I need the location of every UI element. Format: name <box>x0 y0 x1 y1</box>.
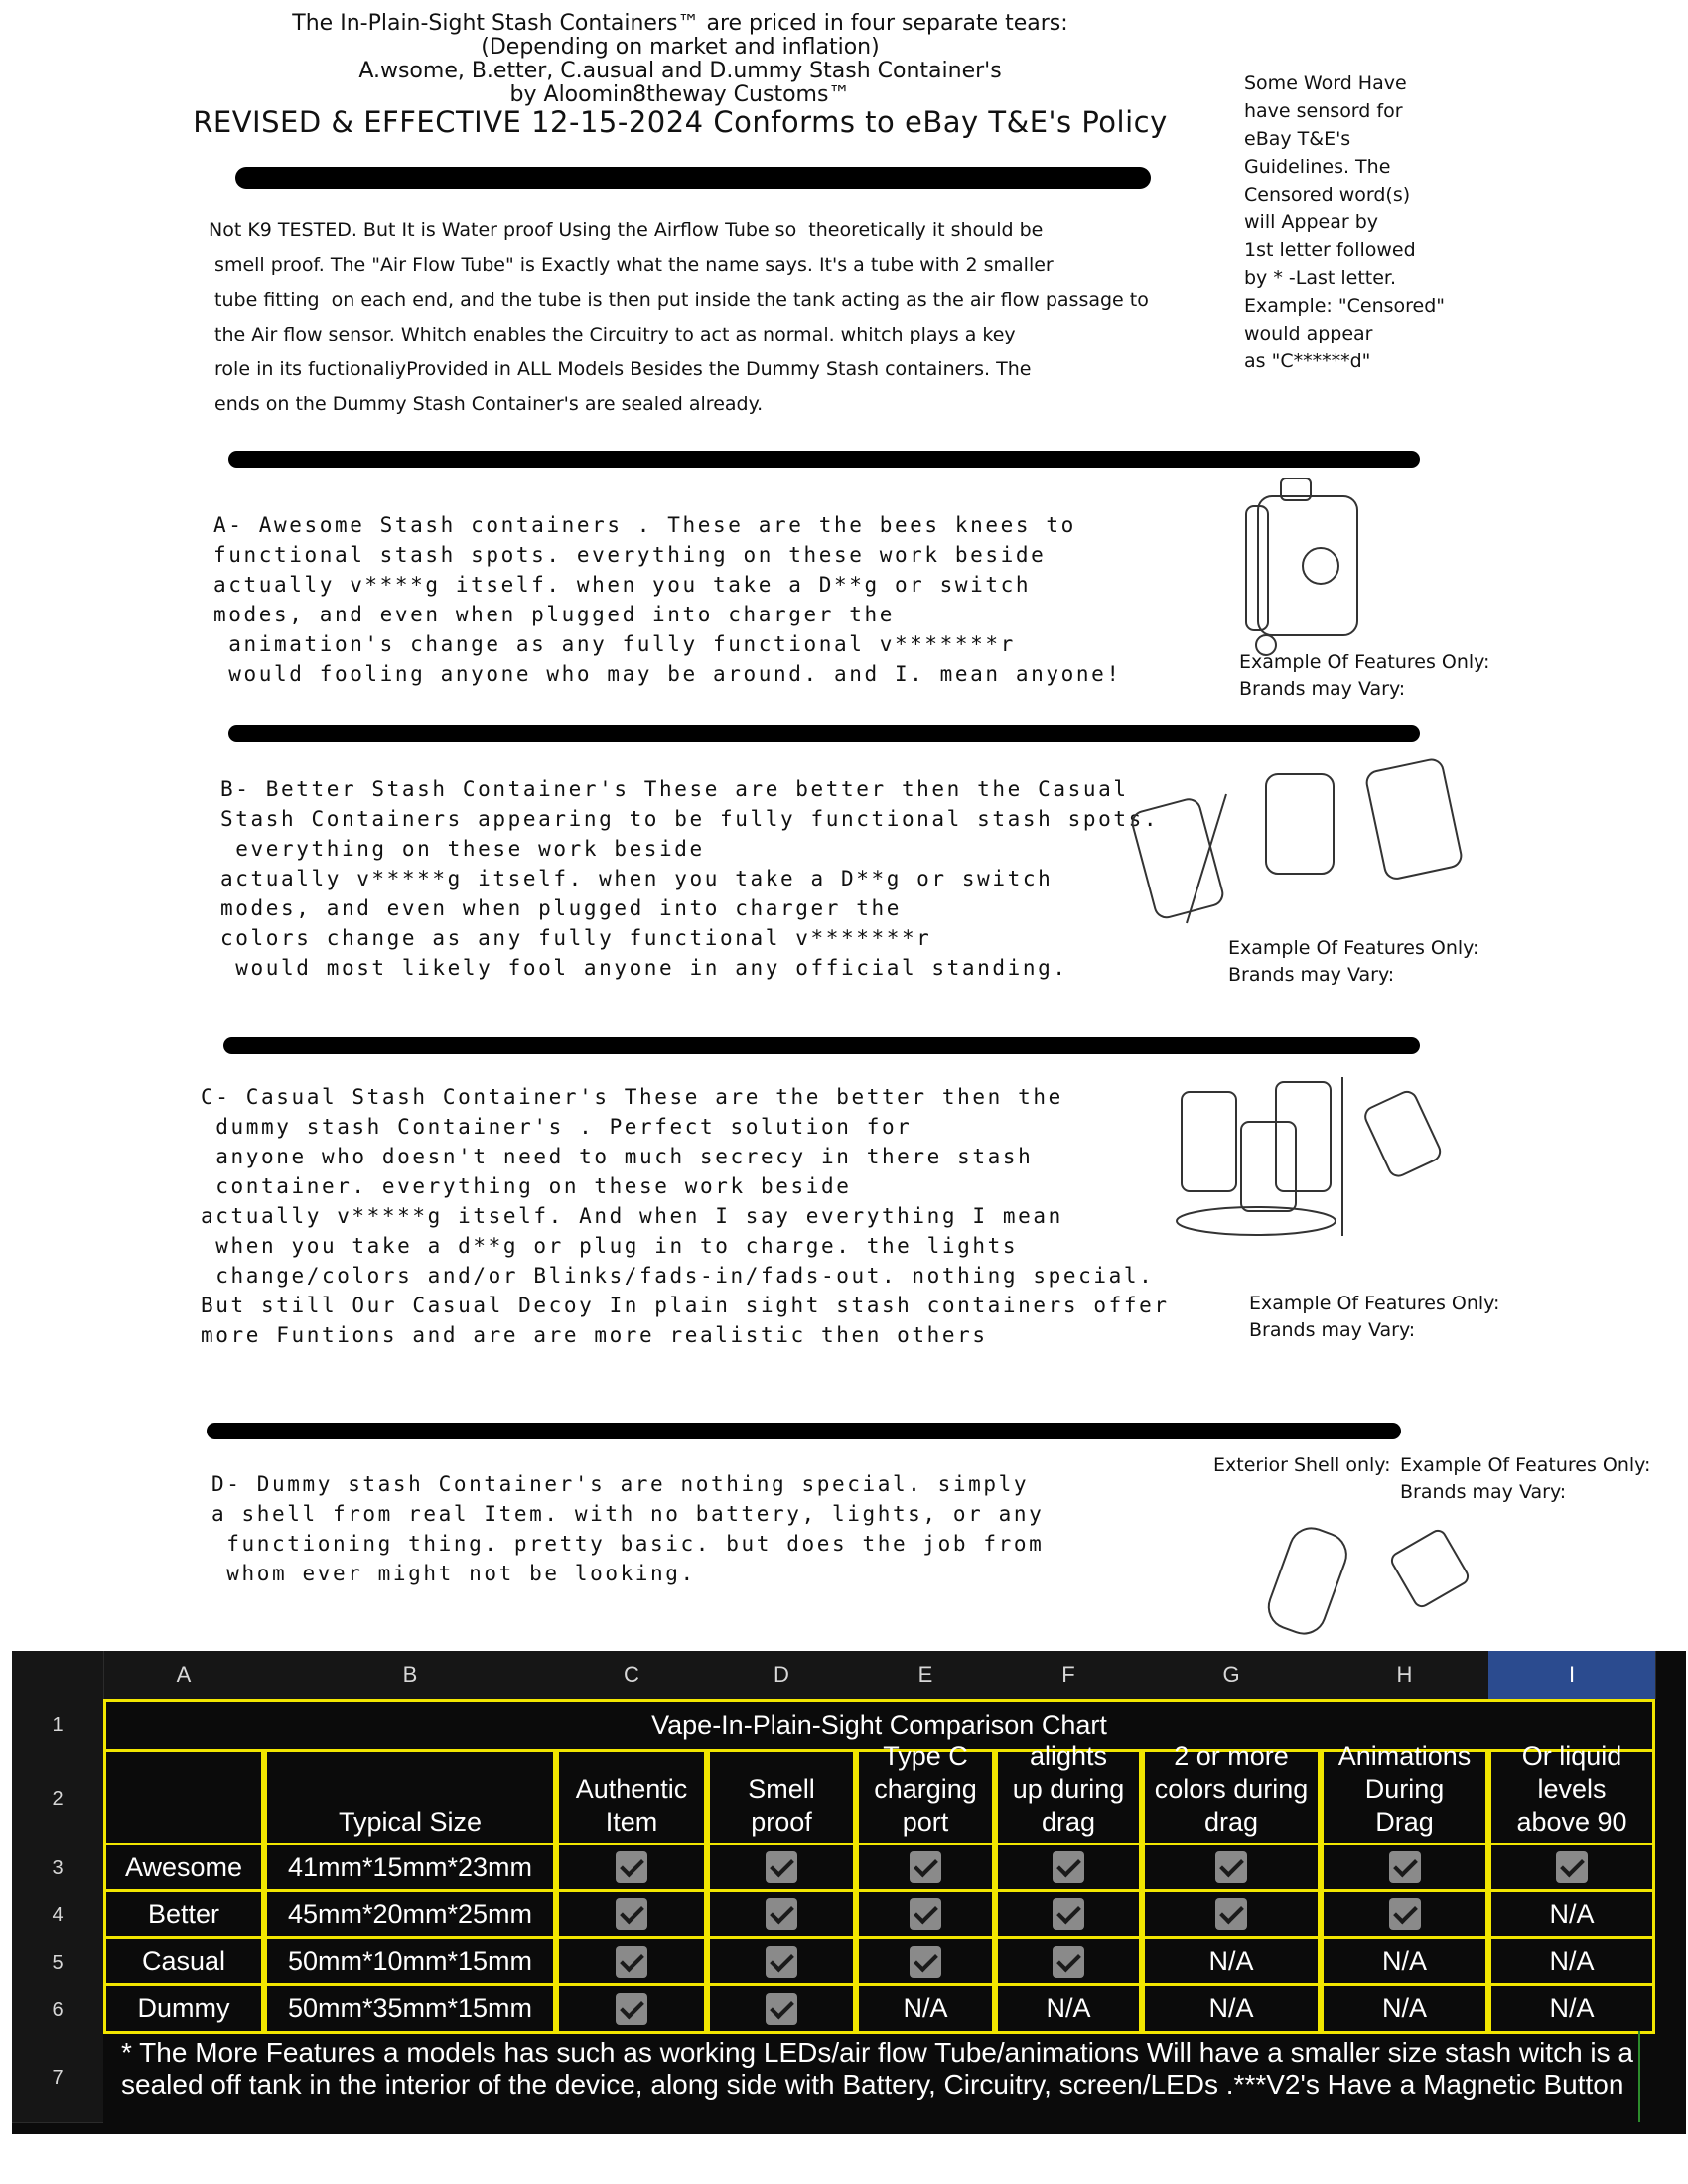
checkbox-checked-icon[interactable] <box>1053 1898 1084 1930</box>
checkbox-checked-icon[interactable] <box>616 1993 647 2025</box>
column-header-i[interactable]: I <box>1488 1651 1656 1699</box>
tier-d-description: D- Dummy stash Container's are nothing special. simply a shell from real Item. with no battery, lights, or any functioning thing. pretty basic. but does the job from whom ever might not be looking. <box>211 1472 1045 1585</box>
feature-cell[interactable] <box>856 1936 995 1986</box>
chart-title[interactable]: Vape-In-Plain-Sight Comparison Chart <box>103 1699 1655 1752</box>
row-header-6[interactable]: 6 <box>12 1986 103 2035</box>
caption-b: Example Of Features Only: Brands may Vary: <box>1228 937 1479 986</box>
header-cell-b[interactable]: Typical Size <box>264 1749 556 1845</box>
caption-a: Example Of Features Only: Brands may Vary: <box>1239 651 1490 700</box>
column-header-a[interactable]: A <box>103 1651 265 1699</box>
censor-note: Some Word Have have sensord for eBay T&E's Guidelines. The Censored word(s) will Appear by 1st letter followed by * -Last letter. Example: "Censored" would appear as "C******d" <box>1244 72 1446 372</box>
feature-cell[interactable] <box>707 1889 856 1939</box>
tier-c-description: C- Casual Stash Container's These are the better then the dummy stash Container's . Perfect solution for anyone who doesn't need to much secrecy in there stash container. everything on these work beside actually v*****g itself. And when I say everything I mean when you take a d**g or plug in to charge. the lights change/colors and/or Blinks/fads-in/fads-out. nothing special. But still Our Casual Decoy In plain sight stash containers offer more Funtions and are are more realistic then others <box>201 1085 1170 1347</box>
header-cell-d[interactable]: Smell proof <box>707 1749 856 1845</box>
intro-paragraph: Not K9 TESTED. But It is Water proof Using the Airflow Tube so theoretically it should be smell proof. The "Air Flow Tube" is Exactly what the name says. It's a tube with 2 smaller tube fitting on each end, and the tube is then put inside the tank acting as the air flow passage to the Air flow sensor. Whitch enables the Circuitry to act as normal. whitch plays a key role in its fuctionaliyProvided in ALL Models Besides the Dummy Stash containers. The ends on the Dummy Stash Container's are sealed already. <box>209 219 1149 415</box>
feature-cell[interactable]: N/A <box>856 1983 995 2034</box>
feature-cell[interactable]: N/A <box>1321 1936 1488 1986</box>
divider-bar-1 <box>235 167 1151 189</box>
checkbox-checked-icon[interactable] <box>910 1851 941 1883</box>
checkbox-checked-icon[interactable] <box>1215 1851 1247 1883</box>
tier-name-cell[interactable]: Awesome <box>103 1843 264 1892</box>
header-cell-i[interactable]: Or liquid levels above 90 <box>1488 1749 1655 1845</box>
feature-cell[interactable] <box>856 1889 995 1939</box>
row-header-3[interactable]: 3 <box>12 1845 103 1893</box>
feature-cell[interactable] <box>856 1843 995 1892</box>
sheet-corner[interactable] <box>12 1651 104 1699</box>
checkbox-checked-icon[interactable] <box>1389 1898 1421 1930</box>
feature-cell[interactable] <box>707 1983 856 2034</box>
divider-bar-5 <box>207 1423 1401 1439</box>
header-cell-f[interactable]: alights up during drag <box>995 1749 1142 1845</box>
checkbox-checked-icon[interactable] <box>766 1851 797 1883</box>
column-header-h[interactable]: H <box>1321 1651 1489 1699</box>
feature-cell[interactable] <box>1488 1843 1655 1892</box>
checkbox-checked-icon[interactable] <box>910 1898 941 1930</box>
caption-d-exterior: Exterior Shell only: <box>1213 1454 1391 1476</box>
divider-bar-2 <box>228 451 1420 468</box>
vape-device-sketch-b <box>1137 754 1479 938</box>
tier-name-cell[interactable]: Casual <box>103 1936 264 1986</box>
tier-name-cell[interactable]: Better <box>103 1889 264 1939</box>
feature-cell[interactable]: N/A <box>1142 1936 1321 1986</box>
checkbox-checked-icon[interactable] <box>766 1946 797 1978</box>
checkbox-checked-icon[interactable] <box>910 1946 941 1978</box>
checkbox-checked-icon[interactable] <box>766 1898 797 1930</box>
size-cell[interactable]: 50mm*35mm*15mm <box>264 1983 556 2034</box>
feature-cell[interactable] <box>556 1936 707 1986</box>
feature-cell[interactable] <box>995 1889 1142 1939</box>
feature-cell[interactable]: N/A <box>1321 1983 1488 2034</box>
header-cell-g[interactable]: 2 or more colors during drag <box>1142 1749 1321 1845</box>
header-cell-e[interactable]: Type C charging port <box>856 1749 995 1845</box>
feature-cell[interactable]: N/A <box>995 1983 1142 2034</box>
row-header-5[interactable]: 5 <box>12 1939 103 1987</box>
column-header-b[interactable]: B <box>264 1651 557 1699</box>
footnote-cell[interactable]: * The More Features a models has such as working LEDs/air flow Tube/animations Will have a smaller size stash witch is a sealed off tank in the interior of the device, along side with Battery, Circuitry, screen/LEDs .***V2's Have a Magnetic Button <box>91 2031 1640 2122</box>
feature-cell[interactable] <box>1321 1889 1488 1939</box>
header-cell-h[interactable]: Animations During Drag <box>1321 1749 1488 1845</box>
tier-name-cell[interactable]: Dummy <box>103 1983 264 2034</box>
caption-c: Example Of Features Only: Brands may Vary: <box>1249 1293 1500 1341</box>
row-header-7[interactable]: 7 <box>12 2034 103 2123</box>
checkbox-checked-icon[interactable] <box>1215 1898 1247 1930</box>
column-header-f[interactable]: F <box>995 1651 1143 1699</box>
feature-cell[interactable] <box>995 1843 1142 1892</box>
feature-cell[interactable] <box>707 1843 856 1892</box>
feature-cell[interactable] <box>556 1843 707 1892</box>
feature-cell[interactable] <box>1142 1889 1321 1939</box>
checkbox-checked-icon[interactable] <box>1053 1851 1084 1883</box>
tier-b-description: B- Better Stash Container's These are better then the Casual Stash Containers appearing to be fully functional stash spots. everything on these work beside actually v*****g itself. when you take a D**g or switch modes, and even when plugged into charger the colors change as any fully functional v*******r would most likely fool anyone in any official standing. <box>220 777 1160 980</box>
checkbox-checked-icon[interactable] <box>616 1898 647 1930</box>
vape-device-sketch-d <box>1261 1509 1479 1643</box>
feature-cell[interactable] <box>1321 1843 1488 1892</box>
header-line-2: (Depending on market and inflation) <box>481 35 880 60</box>
checkbox-checked-icon[interactable] <box>616 1946 647 1978</box>
size-cell[interactable]: 50mm*10mm*15mm <box>264 1936 556 1986</box>
column-header-c[interactable]: C <box>556 1651 708 1699</box>
checkbox-checked-icon[interactable] <box>1556 1851 1588 1883</box>
feature-cell[interactable]: N/A <box>1488 1983 1655 2034</box>
feature-cell[interactable] <box>1142 1843 1321 1892</box>
size-cell[interactable]: 45mm*20mm*25mm <box>264 1889 556 1939</box>
tier-a-description: A- Awesome Stash containers . These are the bees knees to functional stash spots. everything on these work beside actually v****g itself. when you take a D**g or switch modes, and even when plugged into charger the animation's change as any fully functional v*******r would fooling anyone who may be around. and I. mean anyone! <box>213 513 1122 686</box>
feature-cell[interactable]: N/A <box>1142 1983 1321 2034</box>
feature-cell[interactable]: N/A <box>1488 1936 1655 1986</box>
header-cell-a[interactable] <box>103 1749 264 1845</box>
checkbox-checked-icon[interactable] <box>1053 1946 1084 1978</box>
column-header-d[interactable]: D <box>707 1651 857 1699</box>
row-header-1[interactable]: 1 <box>12 1699 103 1753</box>
column-header-g[interactable]: G <box>1142 1651 1322 1699</box>
checkbox-checked-icon[interactable] <box>766 1993 797 2025</box>
caption-d: Example Of Features Only: Brands may Vary: <box>1400 1454 1651 1503</box>
column-header-e[interactable]: E <box>856 1651 996 1699</box>
header-line-4: by Aloomin8theway Customs™ <box>509 82 851 107</box>
header-line-3: A.wsome, B.etter, C.ausual and D.ummy Stash Container's <box>358 59 1002 83</box>
header-line-1: The In-Plain-Sight Stash Containers™ are priced in four separate tears: <box>292 11 1068 36</box>
vape-device-sketch-c <box>1172 1072 1470 1241</box>
feature-cell[interactable] <box>556 1889 707 1939</box>
checkbox-checked-icon[interactable] <box>1389 1851 1421 1883</box>
header-cell-c[interactable]: Authentic Item <box>556 1749 707 1845</box>
revised-notice: REVISED & EFFECTIVE 12-15-2024 Conforms to eBay T&E's Policy <box>193 105 1168 139</box>
row-header-4[interactable]: 4 <box>12 1892 103 1940</box>
vape-device-sketch-a <box>1236 477 1365 655</box>
divider-bar-4 <box>223 1037 1420 1054</box>
divider-bar-3 <box>228 725 1420 742</box>
feature-cell[interactable] <box>995 1936 1142 1986</box>
row-header-2[interactable]: 2 <box>12 1752 103 1846</box>
checkbox-checked-icon[interactable] <box>616 1851 647 1883</box>
feature-cell[interactable]: N/A <box>1488 1889 1655 1939</box>
feature-cell[interactable] <box>707 1936 856 1986</box>
size-cell[interactable]: 41mm*15mm*23mm <box>264 1843 556 1892</box>
feature-cell[interactable] <box>556 1983 707 2034</box>
